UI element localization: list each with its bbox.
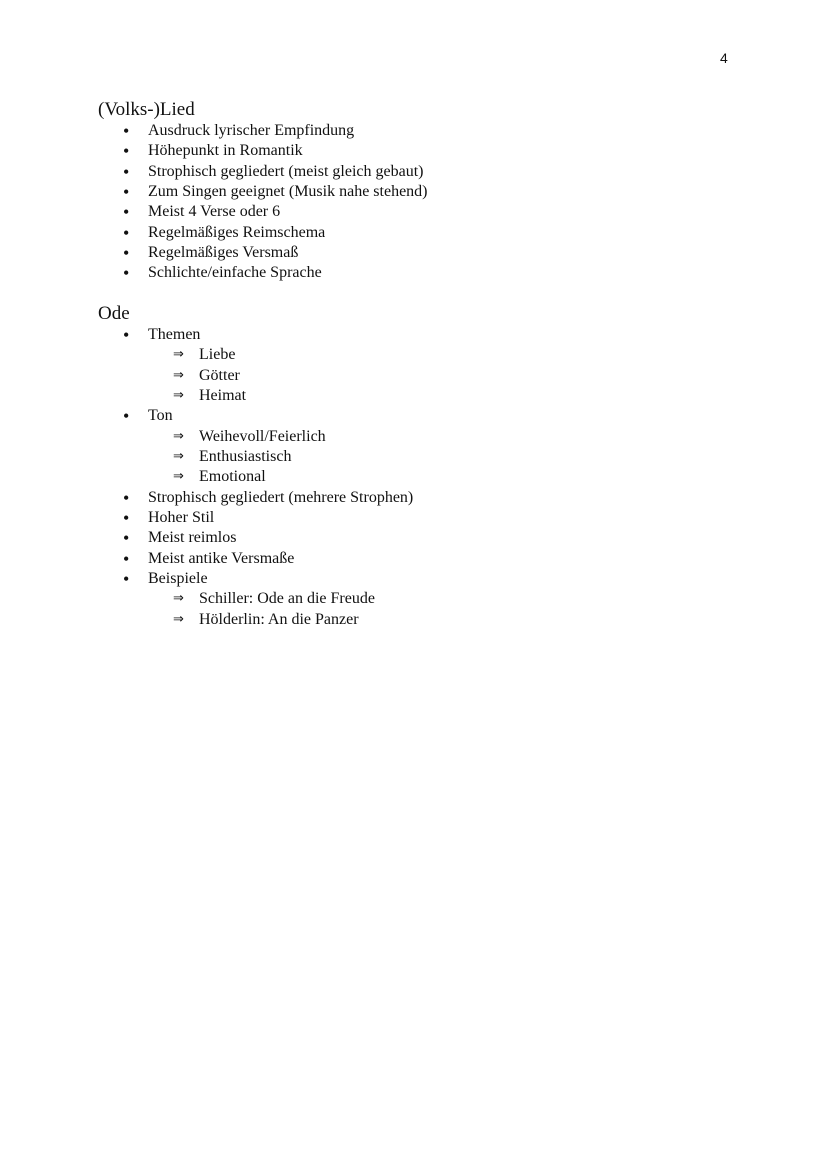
list-item xyxy=(98,406,173,427)
sub-list-item xyxy=(98,447,292,467)
bullet-icon: • xyxy=(123,182,130,203)
double-arrow-icon: ⇒ xyxy=(173,367,184,383)
list-item-text: Hoher Stil xyxy=(148,509,215,527)
bullet-icon: • xyxy=(123,528,130,549)
bullet-icon: • xyxy=(123,243,130,264)
list-item xyxy=(98,161,424,182)
sub-list-item-text: Schiller: Ode an die Freude xyxy=(199,590,375,608)
list-item xyxy=(98,508,215,529)
sub-list-item-text: Emotional xyxy=(199,468,266,486)
list-item-text: Meist antike Versmaße xyxy=(148,549,295,567)
double-arrow-icon: ⇒ xyxy=(173,347,184,363)
sub-list-item-text: Weihevoll/Feierlich xyxy=(199,427,326,445)
list-item xyxy=(98,121,355,141)
list-item xyxy=(98,182,428,203)
list-item-text: Ausdruck lyrischer Empfindung xyxy=(148,122,355,139)
sub-list-item-text: Götter xyxy=(199,366,240,384)
bullet-icon: • xyxy=(123,487,130,508)
list-item-text: Meist reimlos xyxy=(148,529,237,547)
list-item-text: Beispiele xyxy=(148,570,208,588)
list-item-text: Höhepunkt in Romantik xyxy=(148,142,303,160)
bullet-icon: • xyxy=(123,548,130,569)
section-volkslied xyxy=(98,99,428,284)
bullet-icon: • xyxy=(123,202,130,223)
sub-list-item-text: Hölderlin: An die Panzer xyxy=(199,610,359,628)
list-item-text: Strophisch gegliedert (meist gleich gebaut) xyxy=(148,162,424,180)
sub-list-item xyxy=(98,386,247,406)
sub-list-item xyxy=(98,427,326,447)
section-heading: Ode xyxy=(98,303,130,324)
bullet-icon: • xyxy=(123,325,130,345)
bullet-icon: • xyxy=(123,121,130,141)
double-arrow-icon: ⇒ xyxy=(173,388,184,404)
bullet-icon: • xyxy=(123,406,130,427)
bullet-icon: • xyxy=(123,508,130,529)
list-item-text: Themen xyxy=(148,326,201,343)
sub-list-item xyxy=(98,589,375,609)
bullet-icon: • xyxy=(123,263,130,284)
bullet-icon: • xyxy=(123,222,130,243)
list-item-text: Zum Singen geeignet (Musik nahe stehend) xyxy=(148,183,428,201)
list-item xyxy=(98,548,295,569)
sub-list-item-text: Enthusiastisch xyxy=(199,448,292,466)
list-item-text: Schlichte/einfache Sprache xyxy=(148,264,322,282)
list-item-text: Regelmäßiges Versmaß xyxy=(148,244,299,262)
list-item-text: Regelmäßiges Reimschema xyxy=(148,223,326,241)
list-item xyxy=(98,141,303,162)
list-item xyxy=(98,528,237,549)
double-arrow-icon: ⇒ xyxy=(173,469,184,485)
sub-list-item-text: Liebe xyxy=(199,346,236,364)
sub-list-item-text: Heimat xyxy=(199,387,247,405)
double-arrow-icon: ⇒ xyxy=(173,591,184,607)
sub-list-item xyxy=(98,467,266,487)
list-item xyxy=(98,325,201,345)
section-heading: (Volks-)Lied xyxy=(98,99,195,120)
double-arrow-icon: ⇒ xyxy=(173,611,184,627)
double-arrow-icon: ⇒ xyxy=(173,449,184,465)
list-item xyxy=(98,569,208,590)
list-item-text: Meist 4 Verse oder 6 xyxy=(148,203,281,221)
list-item xyxy=(98,243,299,264)
section-ode xyxy=(98,303,414,630)
list-item-text: Strophisch gegliedert (mehrere Strophen) xyxy=(148,488,414,506)
list-item xyxy=(98,263,322,284)
sub-list-item xyxy=(98,345,236,365)
bullet-icon: • xyxy=(123,569,130,590)
sub-list-item xyxy=(98,610,359,630)
list-item-text: Ton xyxy=(148,407,173,425)
list-item xyxy=(98,487,414,508)
bullet-icon: • xyxy=(123,161,130,182)
double-arrow-icon: ⇒ xyxy=(173,428,184,444)
sub-list-item xyxy=(98,366,240,386)
bullet-icon: • xyxy=(123,141,130,162)
list-item xyxy=(98,202,281,223)
list-item xyxy=(98,222,326,243)
page-number: 4 xyxy=(720,50,728,66)
